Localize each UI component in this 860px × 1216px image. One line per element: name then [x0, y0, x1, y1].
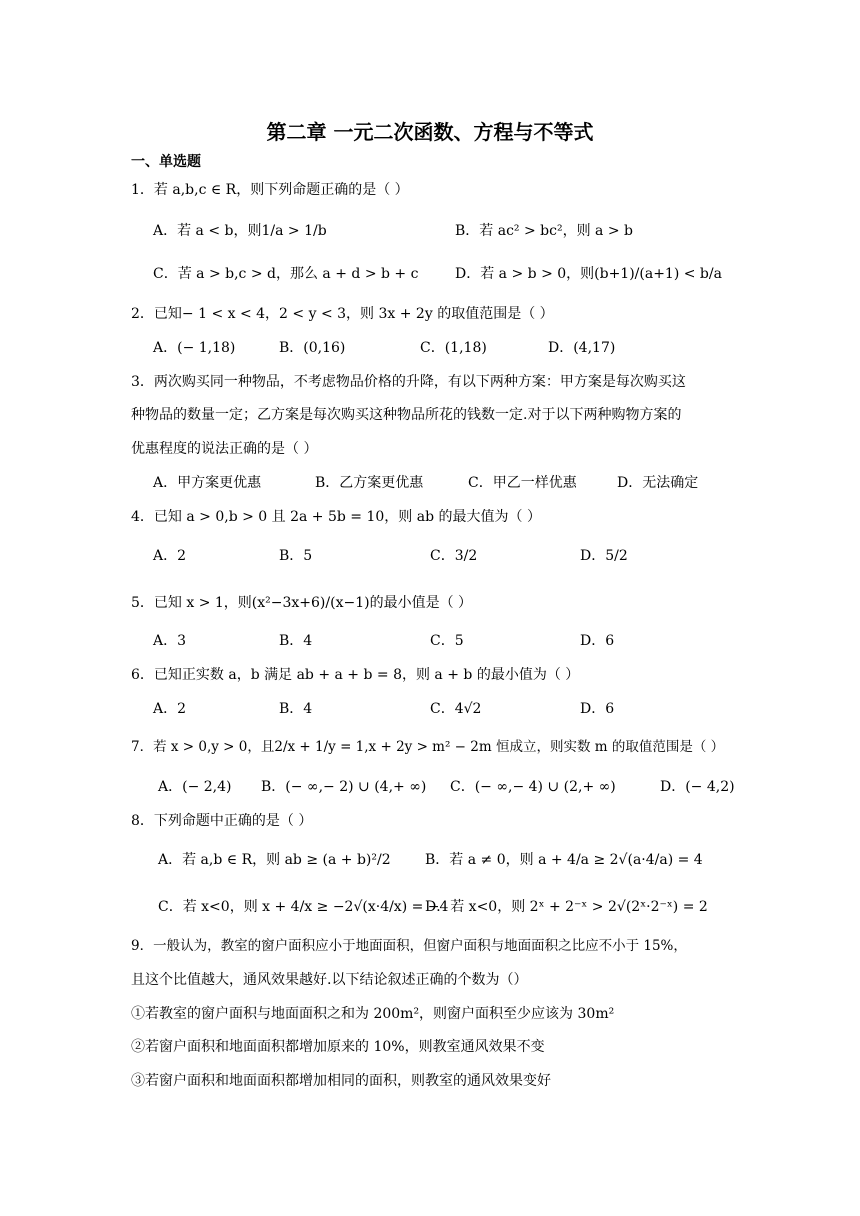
q2-option-a: A．(− 1,18) [153, 340, 236, 356]
q1-option-d: D．若 a > b > 0，则(b+1)/(a+1) < b/a [455, 266, 722, 282]
q7-option-a: A．(− 2,4) [158, 779, 232, 795]
q3-line-3: 优惠程度的说法正确的是（ ） [131, 441, 318, 457]
q7-stem: 7．若 x > 0,y > 0，且2/x + 1/y = 1,x + 2y > m² − 2m 恒成立，则实数 m 的取值范围是（ ） [131, 739, 725, 755]
q8-option-b: B．若 a ≠ 0，则 a + 4/a ≥ 2√(a·4/a) = 4 [425, 852, 703, 868]
q9-line-1: 9．一般认为，教室的窗户面积应小于地面面积，但窗户面积与地面面积之比应不小于 15%， [131, 938, 687, 954]
q6-option-a: A．2 [153, 701, 187, 717]
section-heading: 一、单选题 [131, 154, 201, 170]
q4-option-d: D．5/2 [580, 548, 628, 564]
q7-option-c: C．(− ∞,− 4) ∪ (2,+ ∞) [450, 779, 616, 795]
q8-option-a: A．若 a,b ∈ R，则 ab ≥ (a + b)²/2 [158, 852, 391, 868]
q6-option-c: C．4√2 [430, 701, 482, 717]
q7-option-d: D．(− 4,2) [660, 779, 735, 795]
q1-option-a: A．若 a < b，则1/a > 1/b [153, 223, 327, 239]
q9-statement-2: ②若窗户面积和地面面积都增加原来的 10%，则教室通风效果不变 [131, 1039, 545, 1055]
q5-option-a: A．3 [153, 633, 187, 649]
q5-option-c: C．5 [430, 633, 464, 649]
q1-option-c: C．苦 a > b,c > d，那么 a + d > b + c [153, 266, 419, 282]
q3-option-c: C．甲乙一样优惠 [468, 475, 577, 491]
q2-option-d: D．(4,17) [548, 340, 616, 356]
q8-option-d: D．若 x<0，则 2ˣ + 2⁻ˣ > 2√(2ˣ·2⁻ˣ) = 2 [425, 899, 708, 915]
q5-option-d: D．6 [580, 633, 615, 649]
q3-line-1: 3．两次购买同一种物品，不考虑物品价格的升降，有以下两种方案：甲方案是每次购买这 [131, 374, 686, 390]
page-title: 第二章 一元二次函数、方程与不等式 [266, 120, 594, 144]
q7-option-b: B．(− ∞,− 2) ∪ (4,+ ∞) [261, 779, 427, 795]
q4-option-c: C．3/2 [430, 548, 478, 564]
q2-stem: 2．已知− 1 < x < 4，2 < y < 3，则 3x + 2y 的取值范围是（ ） [131, 306, 554, 322]
q6-option-d: D．6 [580, 701, 615, 717]
q3-option-a: A．甲方案更优惠 [153, 475, 262, 491]
q5-stem: 5．已知 x > 1，则(x²−3x+6)/(x−1)的最小值是（ ） [131, 595, 473, 611]
q6-stem: 6．已知正实数 a，b 满足 ab + a + b = 8，则 a + b 的最小值为（ ） [131, 667, 580, 683]
q4-option-b: B．5 [279, 548, 313, 564]
q9-statement-1: ①若教室的窗户面积与地面面积之和为 200m²，则窗户面积至少应该为 30m² [131, 1006, 615, 1022]
q3-option-b: B．乙方案更优惠 [315, 475, 424, 491]
q4-option-a: A．2 [153, 548, 187, 564]
q9-line-2: 且这个比值越大，通风效果越好.以下结论叙述正确的个数为（） [131, 972, 528, 988]
q3-line-2: 种物品的数量一定；乙方案是每次购买这种物品所花的钱数一定.对于以下两种购物方案的 [131, 407, 682, 423]
q1-option-b: B．若 ac² > bc²，则 a > b [455, 223, 633, 239]
q2-option-b: B．(0,16) [279, 340, 346, 356]
q1-stem: 1．若 a,b,c ∈ R，则下列命题正确的是（ ） [131, 182, 409, 198]
q5-option-b: B．4 [279, 633, 313, 649]
q3-option-d: D．无法确定 [617, 475, 699, 491]
q6-option-b: B．4 [279, 701, 313, 717]
q8-option-c: C．若 x<0，则 x + 4/x ≥ −2√(x·4/x) = −4 [158, 899, 449, 915]
q2-option-c: C．(1,18) [420, 340, 487, 356]
q4-stem: 4．已知 a > 0,b > 0 且 2a + 5b = 10，则 ab 的最大值为（ ） [131, 509, 541, 525]
q9-statement-3: ③若窗户面积和地面面积都增加相同的面积，则教室的通风效果变好 [131, 1073, 551, 1089]
q8-stem: 8．下列命题中正确的是（ ） [131, 813, 313, 829]
